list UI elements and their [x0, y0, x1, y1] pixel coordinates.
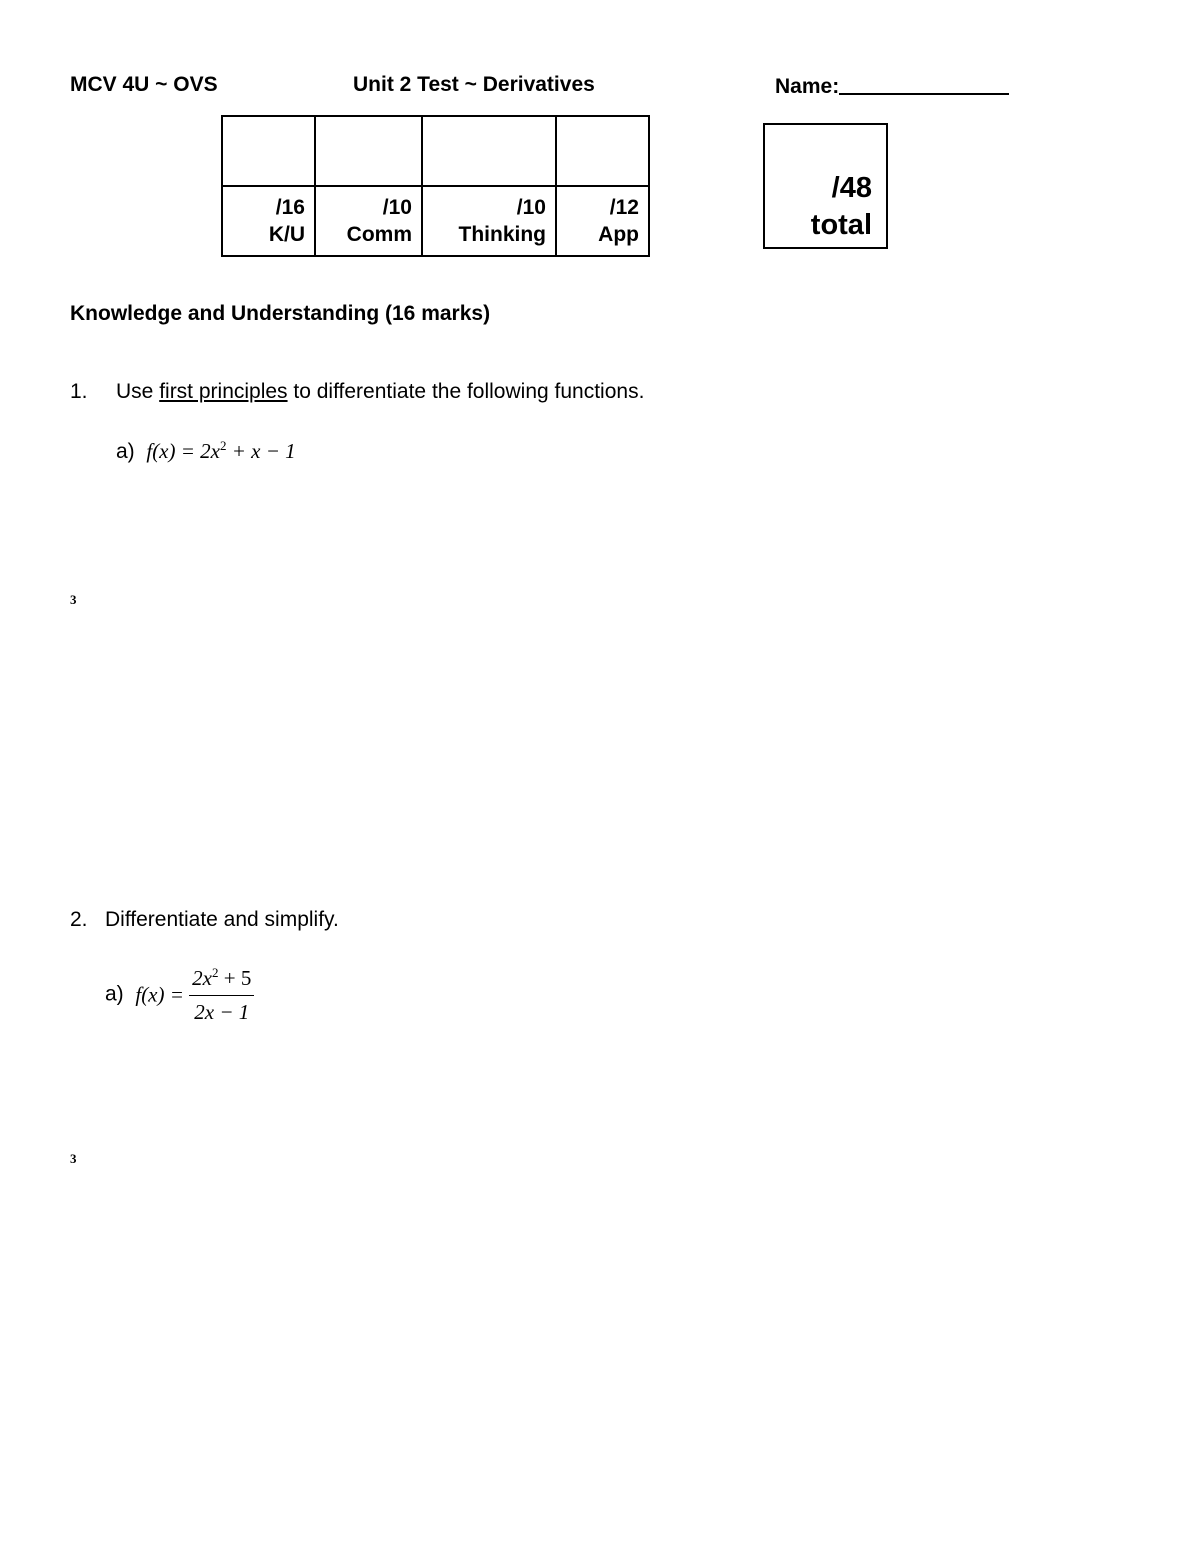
thinking-score-cell[interactable] [422, 116, 556, 186]
name-label: Name: [775, 75, 840, 98]
marks-blank-row [222, 116, 649, 186]
ku-label: K/U [268, 223, 305, 246]
fraction [189, 965, 254, 1025]
marks-table [221, 115, 650, 257]
total-label: total [810, 209, 872, 241]
course-code: MCV 4U ~ OVS [70, 73, 218, 96]
section-heading: Knowledge and Understanding (16 marks) [70, 302, 491, 325]
app-label: App [598, 223, 639, 246]
app-cell [556, 186, 649, 256]
question-2-number: 2. [70, 908, 88, 931]
question-1a-formula: $f(x) = 2x^2 + x - 1$ [146, 438, 296, 463]
marks-label-row [222, 186, 649, 256]
name-field[interactable] [775, 73, 1009, 99]
thinking-max: /10 [516, 196, 546, 219]
thinking-cell [422, 186, 556, 256]
question-2a-part: a) [105, 982, 124, 1006]
fraction-denominator: 2x − 1 [194, 1000, 250, 1024]
question-2a [105, 965, 254, 1025]
question-1a-marks: 3 [70, 592, 77, 607]
total-box[interactable] [763, 123, 888, 249]
thinking-label: Thinking [458, 223, 546, 246]
app-score-cell[interactable] [556, 116, 649, 186]
question-1a-part: a) [116, 440, 135, 463]
question-2a-formula: f(x) = $\frac{2x^2 + 5}{2x - 1}$ [135, 981, 254, 1005]
total-max: /48 [831, 172, 872, 204]
ku-score-cell[interactable] [222, 116, 315, 186]
ku-max: /16 [275, 196, 305, 219]
question-2a-marks: 3 [70, 1151, 77, 1166]
app-max: /12 [609, 196, 639, 219]
question-1-text: Use first principles to differentiate the following functions. [116, 380, 645, 403]
question-1-number: 1. [70, 380, 88, 403]
comm-cell [315, 186, 422, 256]
ku-cell [222, 186, 315, 256]
test-title: Unit 2 Test ~ Derivatives [353, 73, 595, 96]
question-2-text: Differentiate and simplify. [105, 908, 339, 931]
comm-max: /10 [382, 196, 412, 219]
question-1a [116, 438, 296, 464]
fraction-numerator: $2x^2 + 5$ [189, 965, 254, 996]
first-principles-underline: first principles [159, 380, 288, 403]
comm-label: Comm [346, 223, 412, 246]
comm-score-cell[interactable] [315, 116, 422, 186]
name-blank-line[interactable] [839, 73, 1009, 95]
